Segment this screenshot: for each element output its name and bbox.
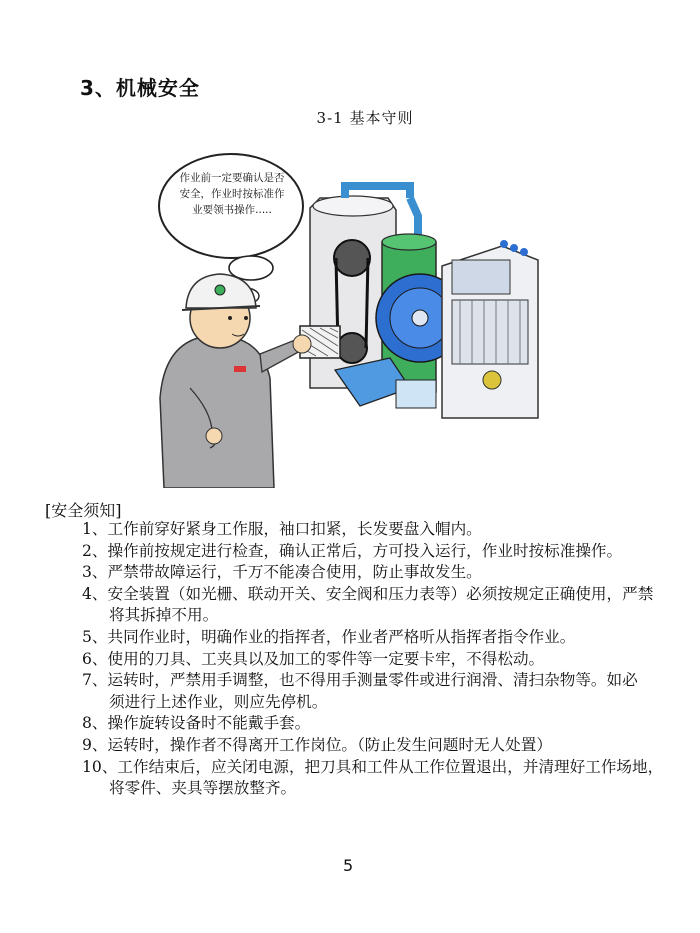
rule-item: 1、工作前穿好紧身工作服，袖口扣紧，长发要盘入帽内。 [82, 520, 482, 538]
section-label: [安全须知] [45, 501, 122, 520]
rule-item: 7、运转时，严禁用手调整，也不得用手测量零件或进行润滑、清扫杂物等。如必 [82, 671, 638, 690]
subsection-heading: 3-1 基本守则 [316, 109, 414, 127]
page-number: 5 [343, 856, 354, 875]
rule-continuation: 将零件、夹具等摆放整齐。 [109, 779, 297, 798]
section-heading: 3、机械安全 [80, 76, 200, 100]
rule-item: 2、操作前按规定进行检查，确认正常后，方可投入运行，作业时按标准操作。 [82, 541, 623, 560]
rule-item: 8、操作旋转设备时不能戴手套。 [82, 714, 311, 733]
safety-rules [45, 519, 665, 800]
rule-item: 3、严禁带故障运行，千万不能凑合使用，防止事故发生。 [82, 563, 482, 582]
rule-item: 6、使用的刀具、工夹具以及加工的零件等一定要卡牢，不得松动。 [82, 649, 545, 668]
rule-continuation: 须进行上述作业，则应先停机。 [109, 692, 328, 711]
rule-item: 5、共同作业时，明确作业的指挥者，作业者严格听从指挥者指令作业。 [82, 627, 576, 646]
rule-item: 10、工作结束后，应关闭电源，把刀具和工件从工作位置退出，并清理好工作场地， [82, 757, 664, 776]
rule-item: 4、安全装置（如光栅、联动开关、安全阀和压力表等）必须按规定正确使用，严禁 [82, 584, 654, 603]
rule-item: 9、运转时，操作者不得离开工作岗位。（防止发生问题时无人处置） [82, 735, 552, 754]
speech-bubble-text: 作业前一定要确认是否安全，作业时按标准作业要领书操作..... [179, 172, 285, 216]
rule-continuation: 将其拆掉不用。 [109, 606, 219, 625]
